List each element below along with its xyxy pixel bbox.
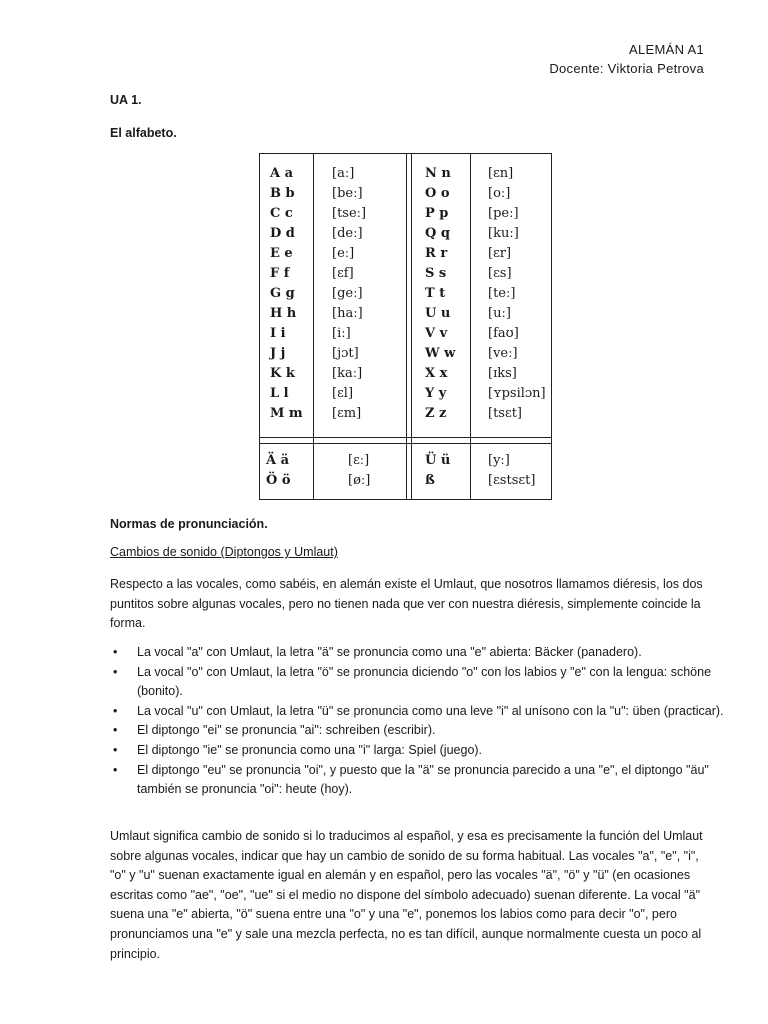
closing-paragraph: Umlaut significa cambio de sonido si lo traducimos al español, y esa es precisamente la función del Umlaut sobre algunas vocales, indicar que hay un cambio de sonido de su forma habitual. Las vocales "a", "e", "i", "o" y "u" suenan exactamente igual en alemán y en español, pero las vocales "ä", "ö" y "ü" (en ocasiones escritas como "ae", "oe", "ue" si el medio no dispone del símbolo adecuado) suenan diferente. La vocal "ä" suena una "e" abierta, "ö" suena entre una "o" y una "e", ponemos los labios como para decir "o", pero pronunciamos una "e" y sale una mezcla perfecta, no es tan difícil, aunque normalmente cuesta un poco al principio. — [110, 829, 703, 961]
alphabet-pronunciation: [faʊ] — [488, 326, 519, 341]
alphabet-letters: G g — [270, 286, 295, 301]
alphabet-pronunciation: [beː] — [332, 186, 363, 201]
table-divider — [260, 437, 551, 438]
teacher-name: Docente: Viktoria Petrova — [549, 61, 704, 76]
alphabet-letters: U u — [425, 306, 451, 321]
alphabet-letters: H h — [270, 306, 297, 321]
alphabet-letters: O o — [425, 186, 450, 201]
alphabet-pronunciation: [veː] — [488, 346, 518, 361]
alphabet-pronunciation: [øː] — [348, 473, 371, 488]
alphabet-letters: M m — [270, 406, 303, 421]
alphabet-letters: E e — [270, 246, 293, 261]
alphabet-letters: W w — [425, 346, 456, 361]
alphabet-letters: Z z — [425, 406, 447, 421]
alphabet-pronunciation: [jɔt] — [332, 346, 359, 361]
list-item: • La vocal "u" con Umlaut, la letra "ü" se pronuncia como una leve "i" al unísono con la "u": üben (practicar). — [137, 702, 737, 722]
table-divider — [411, 154, 412, 499]
alphabet-pronunciation: [kaː] — [332, 366, 363, 381]
alphabet-letters: A a — [270, 166, 294, 181]
alphabet-pronunciation: [ɛf] — [332, 266, 354, 281]
alphabet-letters: R r — [425, 246, 448, 261]
alphabet-pronunciation: [ɛː] — [348, 453, 370, 468]
alphabet-letters: B b — [270, 186, 295, 201]
alphabet-letters: Y y — [425, 386, 447, 401]
list-item: • El diptongo "eu" se pronuncia "oi", y puesto que la "ä" se pronuncia parecido a una "e", el diptongo "äu" también se pronuncia "oi": heute (hoy). — [137, 761, 737, 800]
alphabet-pronunciation: [kuː] — [488, 226, 519, 241]
table-divider — [406, 154, 407, 499]
alphabet-pronunciation: [deː] — [332, 226, 363, 241]
alphabet-pronunciation: [iː] — [332, 326, 351, 341]
alphabet-pronunciation: [ɛm] — [332, 406, 362, 421]
alphabet-pronunciation: [ɛr] — [488, 246, 512, 261]
alphabet-pronunciation: [haː] — [332, 306, 363, 321]
alphabet-letters: Ö ö — [266, 473, 291, 488]
alphabet-letters: C c — [270, 206, 293, 221]
alphabet-pronunciation: [ɛl] — [332, 386, 354, 401]
alphabet-letters: N n — [425, 166, 451, 181]
list-item: • La vocal "a" con Umlaut, la letra "ä" se pronuncia como una "e" abierta: Bäcker (panadero). — [137, 643, 737, 663]
alphabet-letters: K k — [270, 366, 295, 381]
alphabet-letters: V v — [425, 326, 448, 341]
pronunciation-heading: Normas de pronunciación. — [110, 517, 268, 531]
alphabet-letters: T t — [425, 286, 446, 301]
alphabet-letters: I i — [270, 326, 286, 341]
alphabet-heading: El alfabeto. — [110, 126, 177, 140]
alphabet-pronunciation: [eː] — [332, 246, 355, 261]
list-item: • El diptongo "ei" se pronuncia "ai": schreiben (escribir). — [137, 721, 737, 741]
list-item: • El diptongo "ie" se pronuncia como una "i" larga: Spiel (juego). — [137, 741, 737, 761]
course-title: ALEMÁN A1 — [629, 42, 704, 57]
alphabet-letters: X x — [425, 366, 448, 381]
alphabet-letters: J j — [270, 346, 286, 361]
table-divider — [260, 443, 551, 444]
alphabet-letters: L l — [270, 386, 289, 401]
alphabet-letters: S s — [425, 266, 447, 281]
alphabet-letters: Q q — [425, 226, 450, 241]
unit-heading: UA 1. — [110, 93, 142, 107]
alphabet-letters: ß — [425, 473, 435, 488]
list-item: • La vocal "o" con Umlaut, la letra "ö" se pronuncia diciendo "o" con los labios y "e" con la lengua: schöne (bonito). — [137, 663, 737, 702]
table-divider — [313, 154, 314, 499]
alphabet-letters: D d — [270, 226, 295, 241]
alphabet-table — [259, 153, 552, 500]
intro-paragraph: Respecto a las vocales, como sabéis, en alemán existe el Umlaut, que nosotros llamamos diéresis, los dos puntitos sobre algunas vocales, pero no tienen nada que ver con nuestra diéresis, simplemente coincide la forma. — [110, 577, 703, 631]
alphabet-pronunciation: [ɛstsɛt] — [488, 473, 536, 488]
alphabet-letters: P p — [425, 206, 449, 221]
document-header — [549, 40, 704, 78]
alphabet-pronunciation: [tseː] — [332, 206, 367, 221]
table-divider — [470, 154, 471, 499]
alphabet-pronunciation: [ɪks] — [488, 366, 517, 381]
alphabet-letters: Ä ä — [266, 453, 290, 468]
alphabet-pronunciation: [ɛn] — [488, 166, 514, 181]
alphabet-pronunciation: [teː] — [488, 286, 516, 301]
pronunciation-rules-list — [110, 643, 737, 800]
alphabet-pronunciation: [oː] — [488, 186, 511, 201]
alphabet-pronunciation: [aː] — [332, 166, 355, 181]
alphabet-pronunciation: [geː] — [332, 286, 363, 301]
alphabet-letters: F f — [270, 266, 290, 281]
alphabet-pronunciation: [tsɛt] — [488, 406, 522, 421]
alphabet-pronunciation: [ʏpsilɔn] — [488, 386, 546, 401]
sound-changes-subheading: Cambios de sonido (Diptongos y Umlaut) — [110, 545, 338, 559]
alphabet-pronunciation: [ɛs] — [488, 266, 512, 281]
alphabet-pronunciation: [peː] — [488, 206, 519, 221]
alphabet-pronunciation: [yː] — [488, 453, 510, 468]
alphabet-letters: Ü ü — [425, 453, 451, 468]
alphabet-pronunciation: [uː] — [488, 306, 511, 321]
